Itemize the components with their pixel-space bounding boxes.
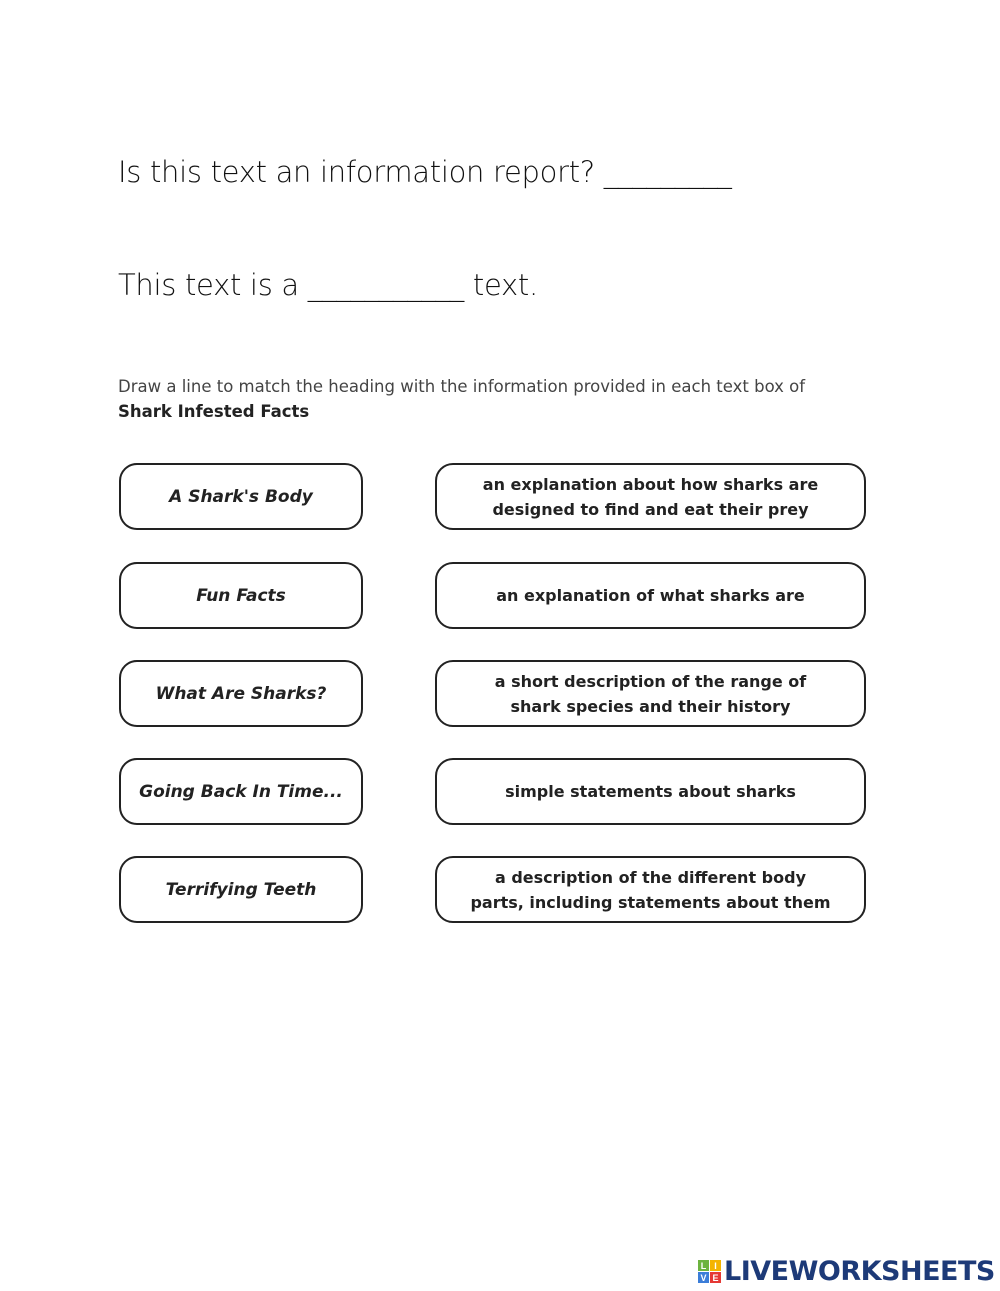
logo-letter: I: [710, 1260, 721, 1271]
liveworksheets-logo: [698, 1256, 995, 1287]
question-information-report: Is this text an information report? _________: [118, 155, 732, 189]
description-box[interactable]: a description of the different body parts, including statements about them: [435, 856, 866, 923]
instruction-main: Draw a line to match the heading with the information provided in each text box of: [118, 377, 806, 396]
description-box[interactable]: an explanation of what sharks are: [435, 562, 866, 629]
logo-letter: L: [698, 1260, 709, 1271]
live-squares-icon: [698, 1260, 721, 1283]
heading-box[interactable]: What Are Sharks?: [119, 660, 363, 727]
logo-letter: E: [710, 1272, 721, 1283]
description-box[interactable]: a short description of the range of shark species and their history: [435, 660, 866, 727]
heading-box[interactable]: Terrifying Teeth: [119, 856, 363, 923]
instruction-title: Shark Infested Facts: [118, 402, 310, 421]
description-box[interactable]: an explanation about how sharks are designed to find and eat their prey: [435, 463, 866, 530]
heading-box[interactable]: Going Back In Time...: [119, 758, 363, 825]
instruction-text: [118, 374, 838, 424]
question-text-type: This text is a ___________ text.: [118, 268, 538, 302]
description-box[interactable]: simple statements about sharks: [435, 758, 866, 825]
heading-box[interactable]: A Shark's Body: [119, 463, 363, 530]
logo-text: LIVEWORKSHEETS: [724, 1256, 995, 1287]
logo-letter: V: [698, 1272, 709, 1283]
heading-box[interactable]: Fun Facts: [119, 562, 363, 629]
